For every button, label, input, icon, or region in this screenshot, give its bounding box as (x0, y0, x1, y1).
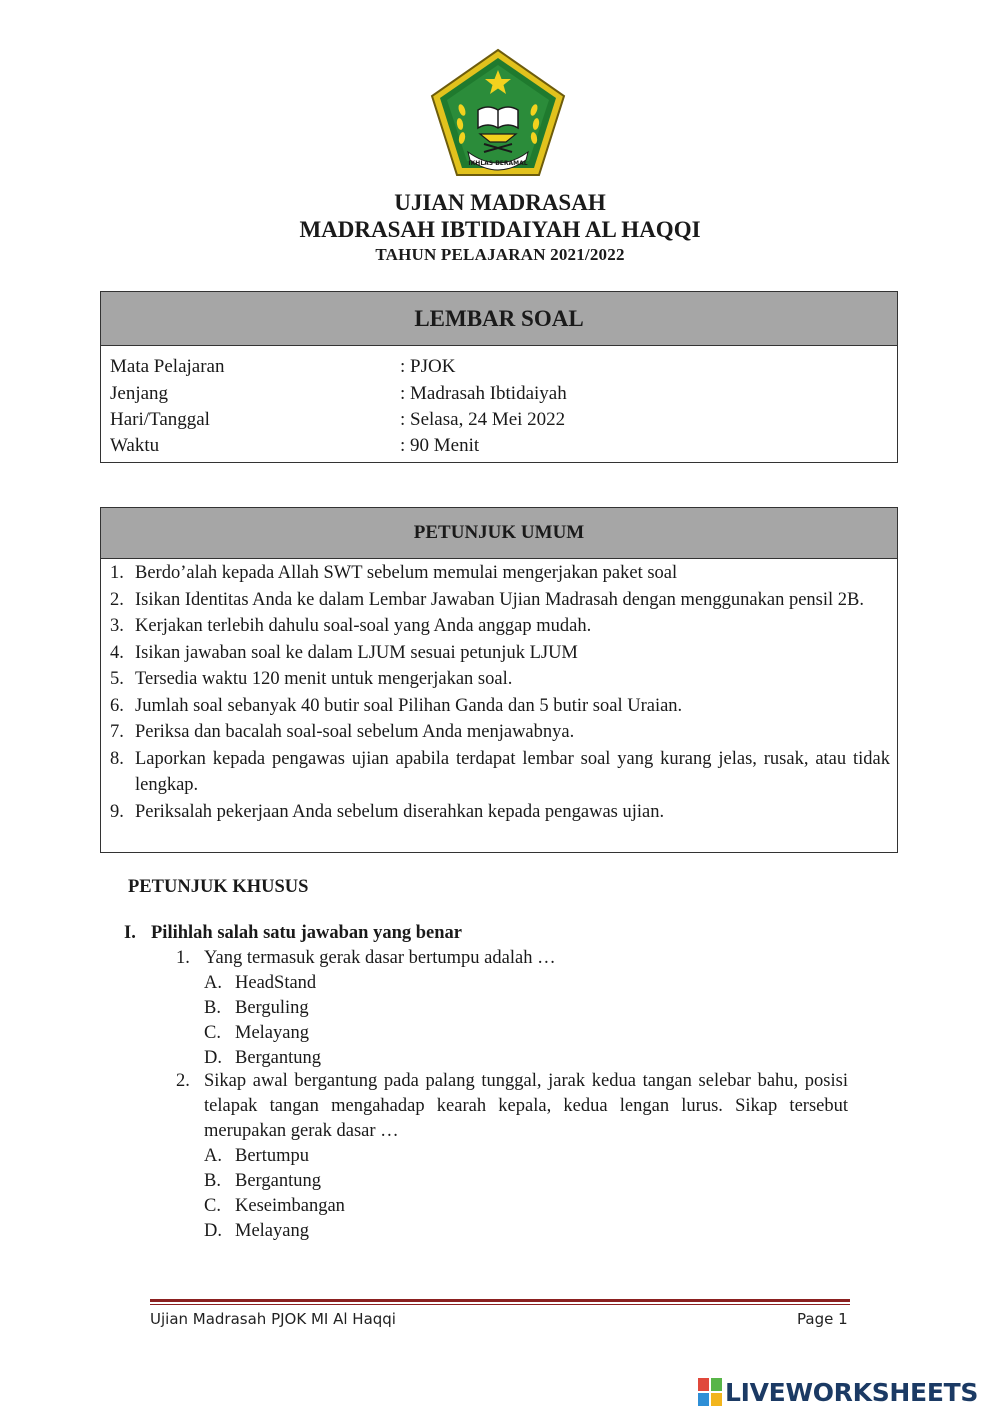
question-number: 1. (176, 948, 190, 968)
answer-option[interactable] (204, 1219, 848, 1244)
option-letter: A. (204, 1146, 222, 1166)
option-letter: C. (204, 1196, 221, 1216)
option-letter: D. (204, 1048, 222, 1068)
option-letter: B. (204, 998, 221, 1018)
list-text: Kerjakan terlebih dahulu soal-soal yang Anda anggap mudah. (135, 616, 592, 636)
list-item (110, 640, 890, 667)
list-number: 9. (110, 801, 124, 822)
petunjuk-umum-heading: PETUNJUK UMUM (101, 508, 897, 559)
liveworksheets-logo-icon (698, 1378, 722, 1406)
academic-year: TAHUN PELAJARAN 2021/2022 (375, 245, 625, 264)
list-text: Isikan jawaban soal ke dalam LJUM sesuai petunjuk LJUM (135, 642, 578, 663)
footer-document-title: Ujian Madrasah PJOK MI Al Haqqi (150, 1310, 396, 1328)
list-text: Periksalah pekerjaan Anda sebelum diserahkan kepada pengawas ujian. (135, 801, 665, 822)
list-item (110, 693, 890, 720)
info-value: : Madrasah Ibtidaiyah (400, 383, 567, 404)
info-key: Jenjang (110, 383, 169, 404)
info-key: Mata Pelajaran (110, 356, 225, 377)
list-text: Periksa dan bacalah soal-soal sebelum Anda menjawabnya. (135, 722, 575, 742)
answer-options (204, 1144, 848, 1244)
liveworksheets-watermark (698, 1375, 978, 1409)
list-text: Berdo’alah kepada Allah SWT sebelum memulai mengerjakan paket soal (135, 563, 678, 583)
option-letter: D. (204, 1221, 222, 1241)
question-number: 2. (176, 1071, 190, 1091)
list-number: 6. (110, 695, 124, 716)
option-text: Berguling (235, 998, 309, 1018)
answer-option[interactable] (204, 1021, 848, 1046)
option-letter: A. (204, 973, 222, 993)
petunjuk-umum-box (100, 507, 898, 853)
answer-option[interactable] (204, 1144, 848, 1169)
list-number: 2. (110, 589, 124, 610)
option-text: Melayang (235, 1221, 309, 1241)
list-item (110, 666, 890, 693)
list-item (110, 613, 890, 640)
option-text: Keseimbangan (235, 1196, 345, 1216)
liveworksheets-brand-text: LIVEWORKSHEETS (725, 1377, 979, 1407)
answer-options (204, 971, 848, 1071)
section-title (124, 923, 462, 944)
info-value: : Selasa, 24 Mei 2022 (400, 409, 566, 430)
answer-option[interactable] (204, 1169, 848, 1194)
option-text: Melayang (235, 1023, 309, 1043)
info-key: Hari/Tanggal (110, 409, 210, 430)
exam-title: UJIAN MADRASAH (394, 190, 606, 215)
option-text: Bergantung (235, 1171, 321, 1191)
footer-page-number: Page 1 (797, 1310, 848, 1328)
question-text: Sikap awal bergantung pada palang tunggal, jarak kedua tangan selebar bahu, posisi telapak tangan mengahadap kearah kepala, kedua lengan lurus. Sikap tersebut merupakan gerak dasar … (204, 1071, 848, 1141)
list-number: 1. (110, 563, 124, 583)
list-number: 5. (110, 669, 124, 689)
lembar-soal-box (100, 291, 898, 463)
footer-rule-thin (150, 1304, 850, 1305)
info-value: : PJOK (400, 356, 456, 377)
petunjuk-khusus-heading: PETUNJUK KHUSUS (128, 877, 309, 897)
list-item (110, 560, 890, 587)
list-text: Tersedia waktu 120 menit untuk mengerjakan soal. (135, 669, 513, 689)
list-number: 8. (110, 748, 124, 769)
footer-rule-thick (150, 1299, 850, 1302)
section-text: Pilihlah salah satu jawaban yang benar (151, 923, 462, 943)
list-item (110, 799, 890, 826)
option-text: HeadStand (235, 973, 317, 993)
answer-option[interactable] (204, 1194, 848, 1219)
list-text: Jumlah soal sebanyak 40 butir soal Pilihan Ganda dan 5 butir soal Uraian. (135, 695, 683, 716)
question-1 (176, 946, 848, 1071)
answer-option[interactable] (204, 971, 848, 996)
question-text: Yang termasuk gerak dasar bertumpu adalah … (204, 948, 556, 968)
list-number: 3. (110, 616, 124, 636)
list-number: 7. (110, 722, 124, 742)
question-2 (176, 1069, 848, 1244)
option-text: Bergantung (235, 1048, 321, 1068)
list-text: Isikan Identitas Anda ke dalam Lembar Jawaban Ujian Madrasah dengan menggunakan pensil 2B. (135, 589, 864, 610)
section-number: I. (124, 923, 136, 943)
answer-option[interactable] (204, 1046, 848, 1071)
lembar-soal-heading: LEMBAR SOAL (101, 292, 897, 346)
school-name: MADRASAH IBTIDAIYAH AL HAQQI (299, 217, 701, 242)
general-instructions-list (110, 560, 890, 825)
madrasah-emblem-logo (430, 48, 566, 178)
info-key: Waktu (110, 435, 160, 456)
option-text: Bertumpu (235, 1146, 309, 1166)
answer-option[interactable] (204, 996, 848, 1021)
logo-ribbon-text: IKHLAS BERAMAL (468, 160, 528, 167)
option-letter: C. (204, 1023, 221, 1043)
list-item (110, 719, 890, 746)
list-item (110, 746, 890, 799)
option-letter: B. (204, 1171, 221, 1191)
info-value: : 90 Menit (400, 435, 480, 456)
list-item (110, 587, 890, 614)
list-number: 4. (110, 642, 124, 663)
list-text: Laporkan kepada pengawas ujian apabila terdapat lembar soal yang kurang jelas, rusak, atau tidak lengkap. (135, 748, 890, 795)
